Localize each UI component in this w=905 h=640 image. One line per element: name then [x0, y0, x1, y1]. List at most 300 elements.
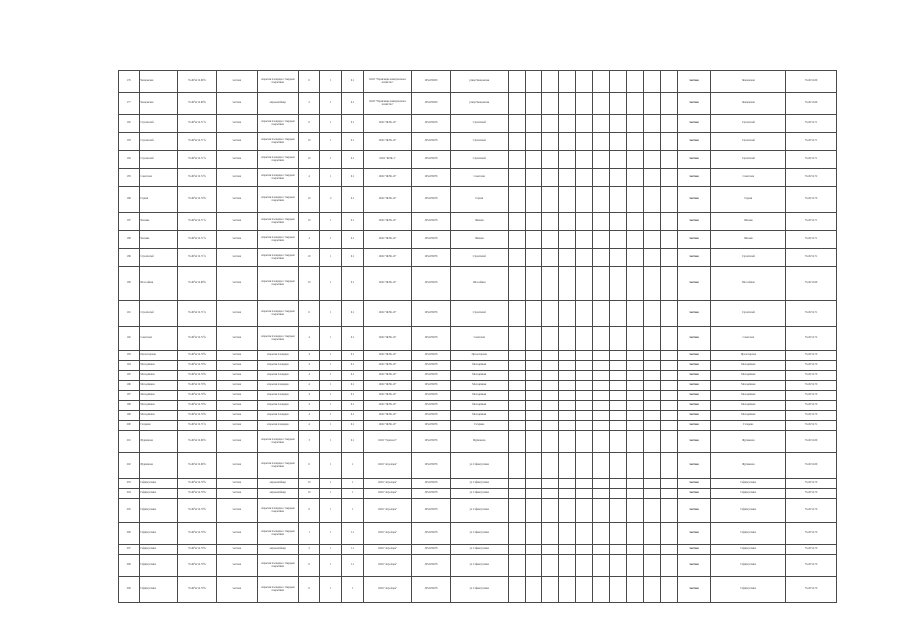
empty-cell	[626, 401, 643, 411]
empty-cell	[643, 71, 660, 93]
container-planned: 1	[320, 327, 342, 351]
empty-cell	[593, 577, 610, 603]
ownership-type: частная	[216, 361, 257, 371]
empty-cell	[610, 453, 627, 479]
empty-cell	[576, 401, 593, 411]
empty-cell	[542, 169, 559, 187]
container-count: 4	[298, 327, 320, 351]
empty-cell	[626, 93, 643, 115]
table-row	[119, 391, 837, 401]
container-count: 10	[298, 151, 320, 169]
source-name: Гафиатуллина	[711, 545, 786, 555]
empty-cell	[593, 411, 610, 421]
source-org-type: частная	[677, 381, 711, 391]
empty-cell	[559, 327, 576, 351]
empty-cell	[525, 169, 542, 187]
empty-cell	[643, 93, 660, 115]
empty-cell	[508, 71, 525, 93]
empty-cell	[626, 371, 643, 381]
source-name: Гафиатуллина	[711, 577, 786, 603]
owner-name: ООО "Агропарк"	[363, 545, 411, 555]
empty-cell	[525, 351, 542, 361]
empty-cell	[508, 231, 525, 249]
empty-cell	[576, 187, 593, 213]
container-planned: 2	[320, 187, 342, 213]
table-row	[119, 479, 837, 489]
empty-cell	[576, 523, 593, 545]
owner-name: ООО "ЖЭК-10"	[363, 231, 411, 249]
source-name: Строителей	[711, 151, 786, 169]
empty-cell	[576, 115, 593, 133]
site-description: открытая площадка с твердым покрытием	[257, 453, 298, 479]
owner-inn: 1654138276	[412, 151, 451, 169]
owner-inn: 1654138276	[412, 545, 451, 555]
container-planned: 1	[320, 93, 342, 115]
table-row	[119, 187, 837, 213]
empty-cell	[610, 431, 627, 453]
empty-cell	[643, 421, 660, 431]
empty-cell	[593, 523, 610, 545]
empty-cell	[525, 301, 542, 327]
container-planned: 1	[320, 523, 342, 545]
owner-inn: 1654138276	[412, 453, 451, 479]
empty-cell	[525, 115, 542, 133]
container-volume: 0.1	[342, 421, 364, 431]
empty-cell	[610, 249, 627, 267]
empty-cell	[626, 577, 643, 603]
ownership-type: частная	[216, 401, 257, 411]
owner-inn: 1654138276	[412, 301, 451, 327]
container-count: 10	[298, 249, 320, 267]
owner-address: Советская	[450, 169, 508, 187]
container-volume: 0.1	[342, 71, 364, 93]
container-count: 6	[298, 577, 320, 603]
table-row	[119, 421, 837, 431]
coordinates: 55.49°ш 52.69°в	[178, 453, 217, 479]
empty-cell	[610, 301, 627, 327]
source-name: Гафиатуллина	[711, 499, 786, 523]
owner-inn: 1654138276	[412, 401, 451, 411]
container-volume: 1	[342, 453, 364, 479]
empty-cell	[610, 371, 627, 381]
empty-cell	[643, 489, 660, 499]
source-coordinates: 55.49 52.70	[786, 479, 837, 489]
container-planned: 1	[320, 453, 342, 479]
source-name: Молодёжная	[711, 381, 786, 391]
empty-cell	[626, 151, 643, 169]
empty-cell	[525, 231, 542, 249]
empty-cell	[525, 361, 542, 371]
container-planned: 1	[320, 249, 342, 267]
empty-cell	[525, 213, 542, 231]
empty-cell	[660, 133, 677, 151]
empty-cell	[593, 453, 610, 479]
owner-name: ООО "Управление коммунальное хозяйство"	[363, 93, 411, 115]
source-org-type: частная	[677, 361, 711, 371]
site-description: открытая площадка с твердым покрытием	[257, 187, 298, 213]
source-org-type: частная	[677, 231, 711, 249]
coordinates: 55.49°ш 52.71°в	[178, 249, 217, 267]
empty-cell	[525, 489, 542, 499]
owner-address: Молодёжная	[450, 401, 508, 411]
empty-cell	[643, 151, 660, 169]
empty-cell	[508, 391, 525, 401]
street-name: Молодёжная	[139, 411, 178, 421]
empty-cell	[610, 411, 627, 421]
empty-cell	[660, 545, 677, 555]
empty-cell	[525, 545, 542, 555]
ownership-type: частная	[216, 71, 257, 93]
source-name: Ченцовская	[711, 93, 786, 115]
empty-cell	[508, 555, 525, 577]
site-description: открытая площадка	[257, 421, 298, 431]
source-coordinates: 55.49 52.69	[786, 267, 837, 301]
container-planned: 1	[320, 555, 342, 577]
empty-cell	[593, 267, 610, 301]
empty-cell	[610, 361, 627, 371]
source-name: Молодёжная	[711, 391, 786, 401]
source-coordinates: 55.49 52.70	[786, 361, 837, 371]
source-coordinates: 55.49 52.70	[786, 489, 837, 499]
container-volume: 1	[342, 479, 364, 489]
container-planned: 1	[320, 499, 342, 523]
site-description: открытая площадка с твердым покрытием	[257, 523, 298, 545]
row-number: 194	[119, 361, 140, 371]
site-description: открытая площадка с твердым покрытием	[257, 577, 298, 603]
row-number: 185	[119, 169, 140, 187]
container-count: 4	[298, 391, 320, 401]
street-name: Советская	[139, 169, 178, 187]
row-number: 188	[119, 231, 140, 249]
source-name: Молодёжная	[711, 411, 786, 421]
row-number: 199	[119, 411, 140, 421]
empty-cell	[626, 169, 643, 187]
empty-cell	[593, 391, 610, 401]
street-name: Фурманова	[139, 453, 178, 479]
source-name: Молодёжная	[711, 361, 786, 371]
empty-cell	[643, 453, 660, 479]
empty-cell	[525, 411, 542, 421]
row-number: 182	[119, 115, 140, 133]
empty-cell	[643, 391, 660, 401]
empty-cell	[525, 381, 542, 391]
empty-cell	[660, 267, 677, 301]
ownership-type: частная	[216, 577, 257, 603]
table-row	[119, 555, 837, 577]
street-name: Гафиатуллина	[139, 489, 178, 499]
empty-cell	[643, 401, 660, 411]
source-name: Горная	[711, 187, 786, 213]
empty-cell	[626, 267, 643, 301]
empty-cell	[525, 421, 542, 431]
empty-cell	[660, 213, 677, 231]
row-number: 208	[119, 555, 140, 577]
site-description: открытая площадка	[257, 401, 298, 411]
container-count: 4	[298, 421, 320, 431]
empty-cell	[542, 231, 559, 249]
ownership-type: частная	[216, 151, 257, 169]
source-coordinates: 55.49 52.69	[786, 93, 837, 115]
empty-cell	[559, 213, 576, 231]
source-coordinates: 55.49 52.71	[786, 301, 837, 327]
empty-cell	[576, 327, 593, 351]
owner-address: ул. Гафиатуллина	[450, 499, 508, 523]
site-description: открытая площадка с твердым покрытием	[257, 249, 298, 267]
source-name: Советская	[711, 327, 786, 351]
site-description: евроконтейнер	[257, 545, 298, 555]
container-volume: 1.1	[342, 555, 364, 577]
empty-cell	[643, 351, 660, 361]
empty-cell	[542, 499, 559, 523]
container-volume: 0.1	[342, 301, 364, 327]
coordinates: 55.49°ш 52.70°в	[178, 523, 217, 545]
owner-inn: 1654138276	[412, 555, 451, 577]
source-org-type: частная	[677, 391, 711, 401]
source-coordinates: 55.49 52.70	[786, 499, 837, 523]
empty-cell	[610, 133, 627, 151]
empty-cell	[626, 213, 643, 231]
table-row	[119, 577, 837, 603]
table-row	[119, 301, 837, 327]
container-volume: 0.1	[342, 187, 364, 213]
street-name: Гафиатуллина	[139, 523, 178, 545]
container-count: 2	[298, 93, 320, 115]
table-row	[119, 371, 837, 381]
source-org-type: частная	[677, 371, 711, 381]
coordinates: 55.49°ш 52.70°в	[178, 489, 217, 499]
ownership-type: частная	[216, 93, 257, 115]
empty-cell	[626, 133, 643, 151]
coordinates: 55.49°ш 52.72°в	[178, 169, 217, 187]
row-number: 200	[119, 421, 140, 431]
site-description: открытая площадка с твердым покрытием	[257, 555, 298, 577]
empty-cell	[610, 577, 627, 603]
empty-cell	[559, 351, 576, 361]
empty-cell	[593, 545, 610, 555]
empty-cell	[525, 71, 542, 93]
empty-cell	[593, 421, 610, 431]
empty-cell	[559, 489, 576, 499]
empty-cell	[525, 93, 542, 115]
table-row	[119, 133, 837, 151]
coordinates: 55.49°ш 52.71°в	[178, 301, 217, 327]
empty-cell	[559, 267, 576, 301]
empty-cell	[643, 431, 660, 453]
owner-name: ООО "ЖЭК-10"	[363, 401, 411, 411]
empty-cell	[508, 133, 525, 151]
container-volume: 0.1	[342, 213, 364, 231]
empty-cell	[593, 431, 610, 453]
street-name: Строителей	[139, 151, 178, 169]
site-description: открытая площадка с твердым покрытием	[257, 231, 298, 249]
empty-cell	[643, 133, 660, 151]
container-count: 6	[298, 499, 320, 523]
row-number: 195	[119, 371, 140, 381]
empty-cell	[593, 231, 610, 249]
source-org-type: частная	[677, 411, 711, 421]
container-count: 10	[298, 267, 320, 301]
empty-cell	[643, 411, 660, 421]
source-org-type: частная	[677, 479, 711, 489]
empty-cell	[660, 187, 677, 213]
empty-cell	[542, 327, 559, 351]
empty-cell	[542, 351, 559, 361]
empty-cell	[626, 499, 643, 523]
empty-cell	[593, 169, 610, 187]
empty-cell	[576, 555, 593, 577]
empty-cell	[626, 489, 643, 499]
owner-inn: 1654138276	[412, 361, 451, 371]
empty-cell	[559, 381, 576, 391]
empty-cell	[610, 71, 627, 93]
source-coordinates: 55.49 52.70	[786, 411, 837, 421]
source-coordinates: 55.49 52.70	[786, 371, 837, 381]
empty-cell	[525, 267, 542, 301]
empty-cell	[508, 431, 525, 453]
empty-cell	[576, 545, 593, 555]
container-count: 4	[298, 169, 320, 187]
coordinates: 55.49°ш 52.70°в	[178, 555, 217, 577]
table-row	[119, 361, 837, 371]
empty-cell	[508, 301, 525, 327]
empty-cell	[593, 213, 610, 231]
empty-cell	[610, 169, 627, 187]
street-name: Строителей	[139, 249, 178, 267]
table-row	[119, 351, 837, 361]
source-coordinates: 55.49 52.70	[786, 187, 837, 213]
empty-cell	[542, 93, 559, 115]
row-number: 186	[119, 187, 140, 213]
empty-cell	[542, 187, 559, 213]
container-count: 4	[298, 231, 320, 249]
empty-cell	[610, 187, 627, 213]
ownership-type: частная	[216, 421, 257, 431]
table-row	[119, 381, 837, 391]
ownership-type: частная	[216, 133, 257, 151]
empty-cell	[610, 93, 627, 115]
owner-name: ООО "Агропарк"	[363, 499, 411, 523]
empty-cell	[626, 187, 643, 213]
empty-cell	[593, 187, 610, 213]
empty-cell	[508, 381, 525, 391]
container-planned: 1	[320, 381, 342, 391]
ownership-type: частная	[216, 453, 257, 479]
street-name: Строителей	[139, 133, 178, 151]
row-number: 196	[119, 381, 140, 391]
container-volume: 0.1	[342, 249, 364, 267]
empty-cell	[508, 453, 525, 479]
empty-cell	[559, 555, 576, 577]
empty-cell	[508, 499, 525, 523]
empty-cell	[576, 71, 593, 93]
site-description: открытая площадка с твердым покрытием	[257, 151, 298, 169]
coordinates: 55.49°ш 52.70°в	[178, 499, 217, 523]
table-row	[119, 411, 837, 421]
coordinates: 55.49°ш 52.69°в	[178, 71, 217, 93]
site-description: открытая площадка	[257, 361, 298, 371]
owner-name: ООО "ЖЭК-1"	[363, 151, 411, 169]
source-org-type: частная	[677, 523, 711, 545]
empty-cell	[576, 361, 593, 371]
source-coordinates: 55.49 52.71	[786, 213, 837, 231]
owner-name: ООО "ЖЭК-10"	[363, 133, 411, 151]
empty-cell	[660, 301, 677, 327]
source-coordinates: 55.49 52.70	[786, 381, 837, 391]
row-number: 202	[119, 453, 140, 479]
empty-cell	[643, 249, 660, 267]
empty-cell	[508, 351, 525, 361]
table-row	[119, 231, 837, 249]
row-number: 191	[119, 301, 140, 327]
owner-inn: 1654138276	[412, 249, 451, 267]
empty-cell	[610, 391, 627, 401]
empty-cell	[542, 115, 559, 133]
empty-cell	[542, 401, 559, 411]
empty-cell	[559, 391, 576, 401]
empty-cell	[525, 133, 542, 151]
container-planned: 1	[320, 133, 342, 151]
empty-cell	[559, 421, 576, 431]
source-org-type: частная	[677, 577, 711, 603]
empty-cell	[660, 93, 677, 115]
container-volume: 0.1	[342, 231, 364, 249]
owner-address: Чапаева	[450, 231, 508, 249]
row-number: 204	[119, 489, 140, 499]
street-name: Горная	[139, 187, 178, 213]
container-planned: 1	[320, 545, 342, 555]
container-count: 4	[298, 401, 320, 411]
row-number: 189	[119, 249, 140, 267]
empty-cell	[542, 479, 559, 489]
owner-address: Строителей	[450, 115, 508, 133]
coordinates: 55.49°ш 52.70°в	[178, 351, 217, 361]
empty-cell	[576, 231, 593, 249]
empty-cell	[576, 479, 593, 489]
container-count: 4	[298, 351, 320, 361]
source-org-type: частная	[677, 499, 711, 523]
empty-cell	[626, 555, 643, 577]
empty-cell	[593, 489, 610, 499]
container-planned: 1	[320, 115, 342, 133]
source-coordinates: 55.49 52.70	[786, 351, 837, 361]
source-coordinates: 55.49 52.70	[786, 391, 837, 401]
site-description: евроконтейнер	[257, 489, 298, 499]
empty-cell	[508, 545, 525, 555]
coordinates: 55.49°ш 52.71°в	[178, 231, 217, 249]
coordinates: 55.49°ш 52.69°в	[178, 93, 217, 115]
empty-cell	[559, 371, 576, 381]
empty-cell	[559, 431, 576, 453]
empty-cell	[508, 401, 525, 411]
empty-cell	[508, 361, 525, 371]
coordinates: 55.49°ш 52.71°в	[178, 151, 217, 169]
empty-cell	[660, 381, 677, 391]
empty-cell	[559, 479, 576, 489]
owner-inn: 1654138276	[412, 231, 451, 249]
empty-cell	[576, 431, 593, 453]
owner-inn: 1654138276	[412, 431, 451, 453]
empty-cell	[508, 93, 525, 115]
row-number: 187	[119, 213, 140, 231]
street-name: Строителей	[139, 301, 178, 327]
empty-cell	[626, 381, 643, 391]
owner-address: ул. Гафиатуллина	[450, 577, 508, 603]
owner-inn: 1654138276	[412, 267, 451, 301]
owner-name: ООО "ЖЭК-10"	[363, 371, 411, 381]
source-coordinates: 55.49 52.70	[786, 401, 837, 411]
owner-name: ООО "ЖЭК-10"	[363, 411, 411, 421]
empty-cell	[643, 381, 660, 391]
